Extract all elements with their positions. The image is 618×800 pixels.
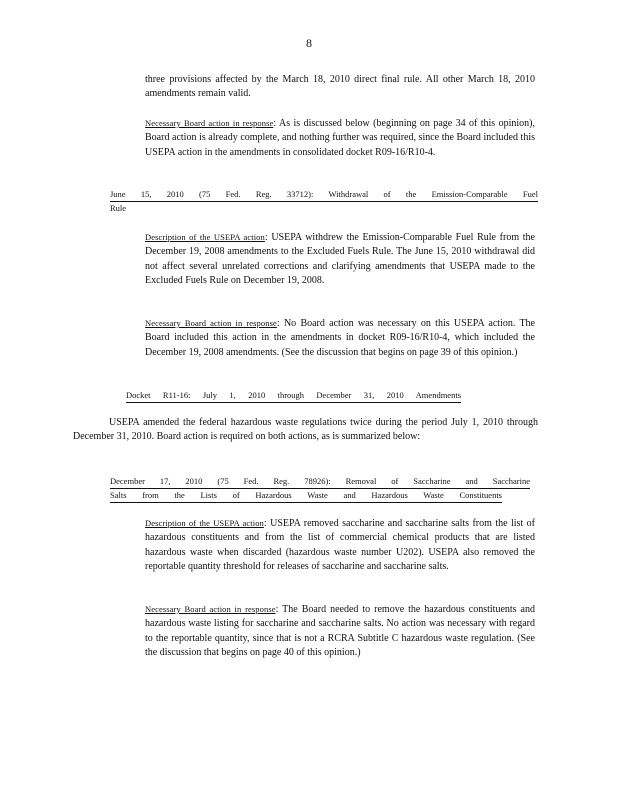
paragraph-board-action-1 — [145, 116, 535, 160]
paragraph-body: : USEPA withdrew the Emission-Comparable Fuel Rule from the December 19, 2008 amendments to the Excluded Fuels Rule. The June 15, 2010 withdrawal did not affect several unrelated corrections and clarifying amendments that USEPA made to the Excluded Fuels Rule on December 19, 2008. — [145, 232, 535, 286]
heading-underline — [110, 502, 502, 503]
paragraph-body: : USEPA removed saccharine and saccharine salts from the list of hazardous constituents and from the list of commercial chemical products that are listed hazardous waste when discarded (hazardous waste number U202). USEPA also removed the reportable quantity threshold for releases of saccharine and saccharine salts. — [145, 518, 535, 572]
section-heading-saccharine-line2: Salts from the Lists of Hazardous Waste and Hazardous Waste Constituents — [110, 490, 502, 500]
paragraph-label: Necessary Board action in response — [145, 118, 274, 128]
section-heading-withdrawal: June 15, 2010 (75 Fed. Reg. 33712): Withdrawal of the Emission-Comparable Fuel — [110, 189, 538, 199]
page-number: 8 — [306, 36, 312, 50]
paragraph-label: Description of the USEPA action — [145, 232, 265, 242]
section-heading-withdrawal-line2: Rule — [110, 203, 127, 213]
docket-heading-underline — [126, 402, 461, 403]
heading-underline — [110, 201, 538, 202]
paragraph-label: Necessary Board action in response — [145, 604, 276, 614]
paragraph-board-action-3 — [145, 602, 535, 660]
paragraph-body: : No Board action was necessary on this USEPA action. The Board included this action in the amendments in docket R09-16/R10-4, which included the December 19, 2008 amendments. (See the discussion that begins on page 39 of this opinion.) — [145, 318, 535, 358]
paragraph-board-action-2 — [145, 316, 535, 360]
summary-paragraph: USEPA amended the federal hazardous waste regulations twice during the period July 1, 2010 through December 31, 2010. Board action is required on both actions, as is summarized below: — [73, 417, 538, 443]
paragraph-description-1 — [145, 230, 535, 288]
paragraph-label: Description of the USEPA action — [145, 518, 264, 528]
intro-paragraph: three provisions affected by the March 18, 2010 direct final rule. All other March 18, 2010 amendments remain valid. — [145, 74, 535, 100]
section-heading-saccharine: December 17, 2010 (75 Fed. Reg. 78926): Removal of Saccharine and Saccharine — [110, 476, 530, 486]
paragraph-body: : The Board needed to remove the hazardous constituents and hazardous waste listing for saccharine and saccharine salts. No action was necessary with regard to the reportable quantity, since that is not a RCRA Subtitle C hazardous waste regulation. (See the discussion that begins on page 40 of this opinion.) — [145, 604, 535, 658]
paragraph-description-2 — [145, 516, 535, 574]
paragraph-label: Necessary Board action in response — [145, 318, 277, 328]
paragraph-body: : As is discussed below (beginning on page 34 of this opinion), Board action is already complete, and nothing further was required, since the Board included this USEPA action in the amendments in consolidated docket R09-16/R10-4. — [145, 118, 535, 158]
docket-heading: Docket R11-16: July 1, 2010 through December 31, 2010 Amendments — [126, 390, 461, 400]
